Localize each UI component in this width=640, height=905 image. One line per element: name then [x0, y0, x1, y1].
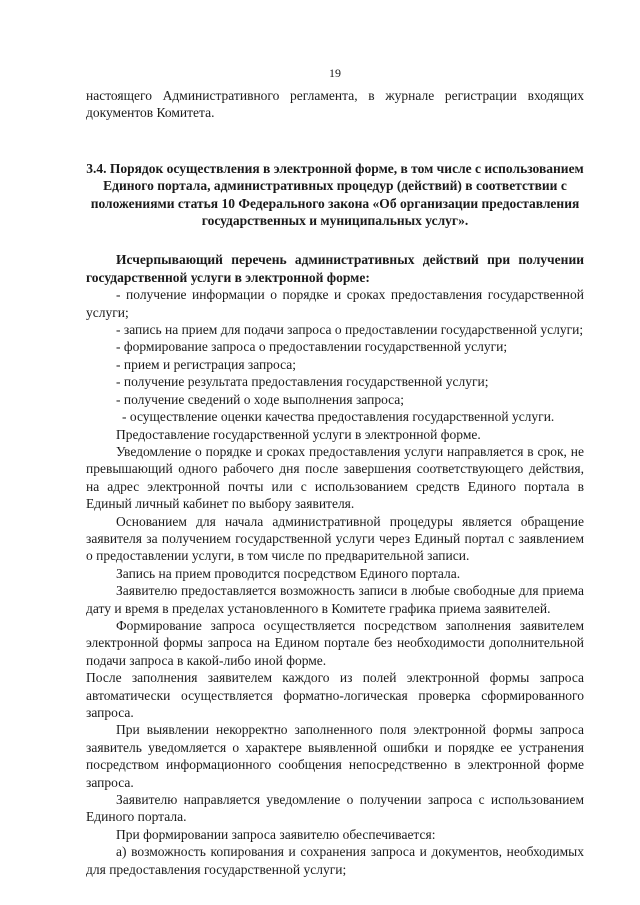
body-paragraph: При выявлении некорректно заполненного поля электронной формы запроса заявитель уведомляется о характере выявленной ошибки и порядке ее устранения посредством информационного сообщения непосредственно в электронной форме запроса.: [86, 722, 584, 790]
list-item: - прием и регистрация запроса;: [116, 356, 297, 372]
list-title: Исчерпывающий перечень административных действий при получении государственной услуги в электронной форме:: [86, 252, 584, 285]
list-item: - формирование запроса о предоставлении государственной услуги;: [116, 339, 508, 355]
body-paragraph: Формирование запроса осуществляется посредством заполнения заявителем электронной формы запроса на Едином портале без необходимости дополнительной подачи запроса в какой-либо иной форме.: [86, 617, 584, 668]
section-heading: 3.4. Порядок осуществления в электронной форме, в том числе с использованием Единого портала, административных процедур (действий) в соответствии с положениями статья 10 Федерального закона «Об организации предоставления государственных и муниципальных услуг».: [86, 160, 584, 229]
page-number: 19: [329, 66, 341, 80]
body-paragraph: Предоставление государственной услуги в электронной форме.: [116, 426, 481, 442]
body-paragraph: Заявителю направляется уведомление о получении запроса с использованием Единого портала.: [86, 792, 584, 825]
list-item: - получение сведений о ходе выполнения запроса;: [116, 391, 405, 407]
list-item: - запись на прием для подачи запроса о предоставлении государственной услуги;: [116, 322, 584, 338]
body-paragraph: При формировании запроса заявителю обеспечивается:: [116, 826, 436, 842]
list-item: - получение результата предоставления государственной услуги;: [116, 374, 489, 390]
body-paragraph: Заявителю предоставляется возможность записи в любые свободные для приема дату и время в пределах установленного в Комитете графика приема заявителей.: [86, 583, 584, 616]
body-paragraph: а) возможность копирования и сохранения запроса и документов, необходимых для предоставления государственной услуги;: [86, 844, 584, 877]
body-paragraph: После заполнения заявителем каждого из полей электронной формы запроса автоматически осуществляется форматно-логическая проверка сформированного запроса.: [86, 670, 584, 720]
body-paragraph: Уведомление о порядке и сроках предоставления услуги направляется в срок, не превышающий одного рабочего дня после завершения соответствующего действия, на адрес электронной почты или с использованием средств Единого портала в Единый личный кабинет по выбору заявителя.: [86, 443, 584, 512]
list-item: - осуществление оценки качества предоставления государственной услуги.: [122, 409, 555, 425]
body-paragraph: Запись на прием проводится посредством Единого портала.: [116, 565, 461, 581]
list-item: - получение информации о порядке и сроках предоставления государственной услуги;: [86, 287, 584, 320]
intro-paragraph: настоящего Административного регламента, в журнале регистрации входящих документов Комитета.: [86, 88, 584, 121]
body-paragraph: Основанием для начала административной процедуры является обращение заявителя за получением государственной услуги через Единый портал с заявлением о предоставлении услуги, в том числе по предварительной записи.: [86, 513, 584, 564]
